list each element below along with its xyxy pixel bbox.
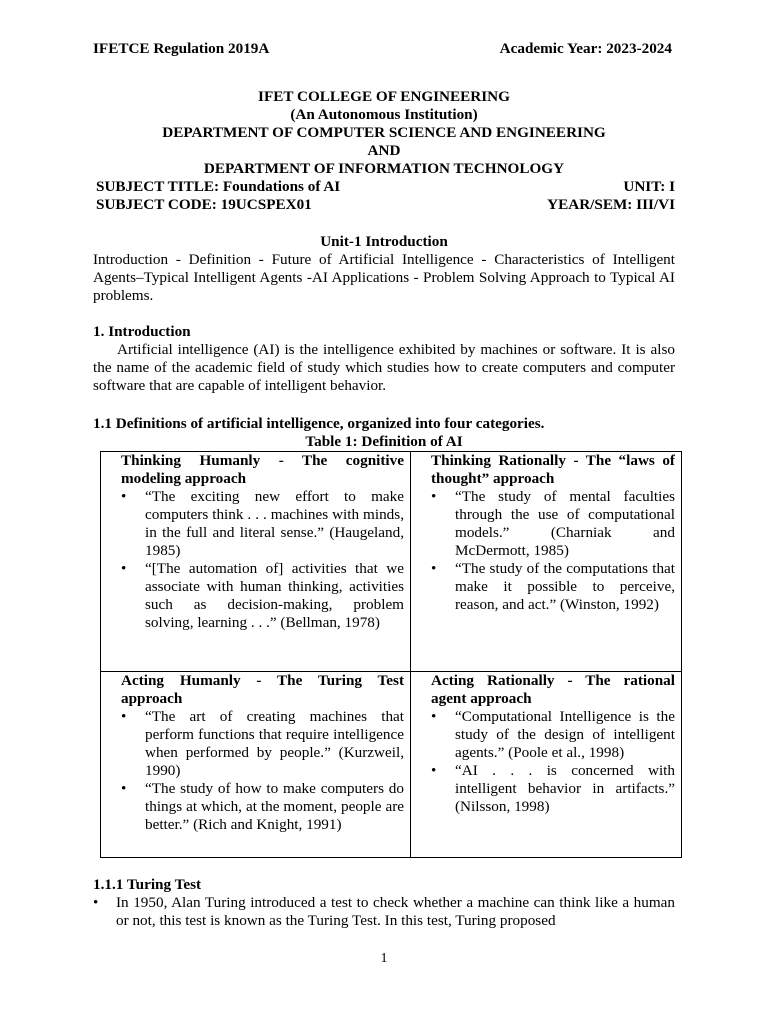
subject-code: SUBJECT CODE: 19UCSPEX01 xyxy=(96,196,312,213)
unit-topics: Introduction - Definition - Future of Artificial Intelligence - Characteristics of Intelligent Agents–Typical Intelligent Agents -AI Applications - Problem Solving Approach to Typical AI problems. xyxy=(93,251,675,304)
intro-heading: 1. Introduction xyxy=(93,323,191,340)
header-academic-year: Academic Year: 2023-2024 xyxy=(499,40,672,57)
and-label: AND xyxy=(367,142,401,159)
cell-title: Acting Rationally - The rational agent approach xyxy=(431,672,675,707)
list-item: • “The exciting new effort to make computers think . . . machines with minds, in the full and literal sense.” (Haugeland, 1985) xyxy=(121,488,404,559)
table-cell-acting-rationally xyxy=(411,672,682,858)
list-item: • “The study of mental faculties through the use of computational models.” (Charniak and McDermott, 1985) xyxy=(431,488,675,559)
cell-title: Thinking Rationally - The “laws of thought” approach xyxy=(431,452,675,487)
unit-heading: Unit-1 Introduction xyxy=(320,233,448,250)
bullet-icon: • xyxy=(121,780,127,797)
bullet-icon: • xyxy=(431,560,437,577)
bullet-icon: • xyxy=(121,488,127,505)
list-item: • “AI . . . is concerned with intelligent behavior in artifacts.” (Nilsson, 1998) xyxy=(431,762,675,815)
cell-bullet-list xyxy=(431,488,675,614)
cell-title: Thinking Humanly - The cognitive modeling approach xyxy=(121,452,404,487)
intro-body: Artificial intelligence (AI) is the intelligence exhibited by machines or software. It is also the name of the academic field of study which studies how to create computers and computer software that are capable of intelligent behavior. xyxy=(93,341,675,394)
list-item: • “The art of creating machines that perform functions that require intelligence when performed by people.” (Kurzweil, 1990) xyxy=(121,708,404,779)
bullet-icon: • xyxy=(121,708,127,725)
bullet-icon: • xyxy=(431,708,437,725)
table-cell-thinking-humanly xyxy=(101,452,411,672)
cell-title: Acting Humanly - The Turing Test approach xyxy=(121,672,404,707)
table-caption: Table 1: Definition of AI xyxy=(305,433,463,450)
list-item: • “The study of the computations that make it possible to perceive, reason, and act.” (Winston, 1992) xyxy=(431,560,675,613)
bullet-icon: • xyxy=(93,894,99,911)
department-cse: DEPARTMENT OF COMPUTER SCIENCE AND ENGINEERING xyxy=(162,124,606,141)
bullet-icon: • xyxy=(431,762,437,779)
cell-bullet-list xyxy=(431,708,675,816)
definitions-heading: 1.1 Definitions of artificial intelligence, organized into four categories. xyxy=(93,415,545,432)
subject-code-row xyxy=(96,196,675,214)
college-name: IFET COLLEGE OF ENGINEERING xyxy=(258,88,510,105)
table-row xyxy=(101,672,682,858)
department-it: DEPARTMENT OF INFORMATION TECHNOLOGY xyxy=(203,160,565,177)
list-item: • “The study of how to make computers do things at which, at the moment, people are better.” (Rich and Knight, 1991) xyxy=(121,780,404,833)
subject-title-row xyxy=(96,178,675,196)
page-number: 1 xyxy=(380,951,388,966)
autonomous-note: (An Autonomous Institution) xyxy=(290,106,478,123)
cell-bullet-list xyxy=(121,488,404,632)
list-item: • “[The automation of] activities that we associate with human thinking, activities such as decision-making, problem solving, learning . . .” (Bellman, 1978) xyxy=(121,560,404,631)
turing-bullet xyxy=(93,894,675,930)
subject-title: SUBJECT TITLE: Foundations of AI xyxy=(96,178,341,195)
turing-text: In 1950, Alan Turing introduced a test to check whether a machine can think like a human or not, this test is known as the Turing Test. In this test, Turing proposed xyxy=(116,894,675,929)
bullet-icon: • xyxy=(121,560,127,577)
turing-heading: 1.1.1 Turing Test xyxy=(93,876,202,893)
year-sem: YEAR/SEM: III/VI xyxy=(547,196,675,213)
table-cell-acting-humanly xyxy=(101,672,411,858)
table-cell-thinking-rationally xyxy=(411,452,682,672)
header-regulation: IFETCE Regulation 2019A xyxy=(93,40,270,57)
definition-table xyxy=(100,451,682,858)
unit-label: UNIT: I xyxy=(623,178,675,195)
table-row xyxy=(101,452,682,672)
list-item: • “Computational Intelligence is the study of the design of intelligent agents.” (Poole et al., 1998) xyxy=(431,708,675,761)
cell-bullet-list xyxy=(121,708,404,834)
bullet-icon: • xyxy=(431,488,437,505)
